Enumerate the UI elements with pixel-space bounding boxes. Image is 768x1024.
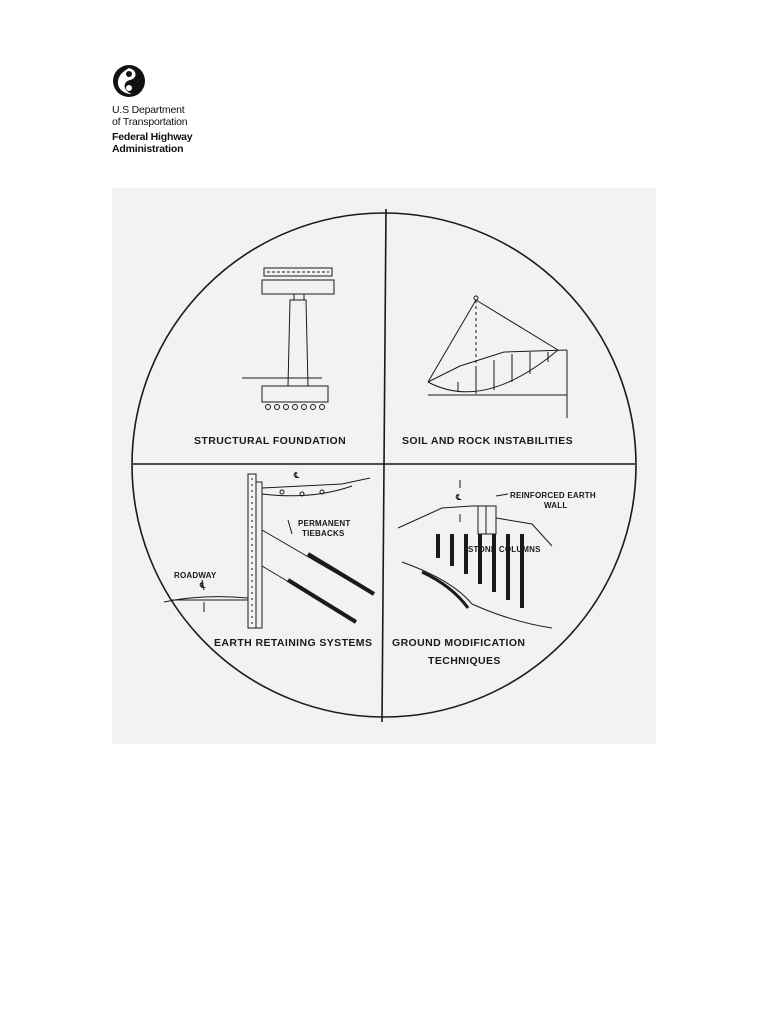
- wall-label: WALL: [544, 501, 568, 510]
- agency-line-3: Federal Highway: [112, 131, 193, 143]
- agency-line-2: of Transportation: [112, 116, 188, 128]
- permanent-label: PERMANENT: [298, 519, 351, 528]
- agency-logo-block: [112, 64, 232, 155]
- quadrant-label-earth-retaining: EARTH RETAINING SYSTEMS: [214, 637, 373, 649]
- slope-stability-illustration: [428, 296, 567, 418]
- ground-modification-illustration: [398, 480, 552, 628]
- tiebacks-label: TIEBACKS: [302, 529, 345, 538]
- quadrant-label-soil-rock: SOIL AND ROCK INSTABILITIES: [402, 435, 574, 447]
- bridge-pier-illustration: [242, 268, 334, 410]
- quadrant-label-structural-foundation: STRUCTURAL FOUNDATION: [194, 435, 347, 447]
- quadrant-label-ground-modification-1: GROUND MODIFICATION: [392, 637, 526, 649]
- reinforced-earth-label: REINFORCED EARTH: [510, 491, 596, 500]
- agency-line-4: Administration: [112, 143, 184, 155]
- agency-name: [112, 104, 232, 155]
- centerline-mark-right: ℄: [456, 493, 462, 502]
- centerline-mark-top: ℄: [294, 471, 300, 480]
- geotechnical-figure: [112, 188, 656, 744]
- roadway-label: ROADWAY: [174, 571, 217, 580]
- agency-line-1: U.S Department: [112, 104, 185, 116]
- centerline-mark-roadway: ℄: [200, 581, 206, 590]
- dot-logo-icon: [112, 64, 146, 98]
- quadrant-label-ground-modification-2: TECHNIQUES: [428, 655, 501, 667]
- retaining-wall-illustration: [164, 474, 374, 628]
- figure-drawing: [112, 188, 656, 744]
- vertical-divider: [382, 209, 386, 722]
- stone-columns-label: STONE COLUMNS: [468, 545, 541, 554]
